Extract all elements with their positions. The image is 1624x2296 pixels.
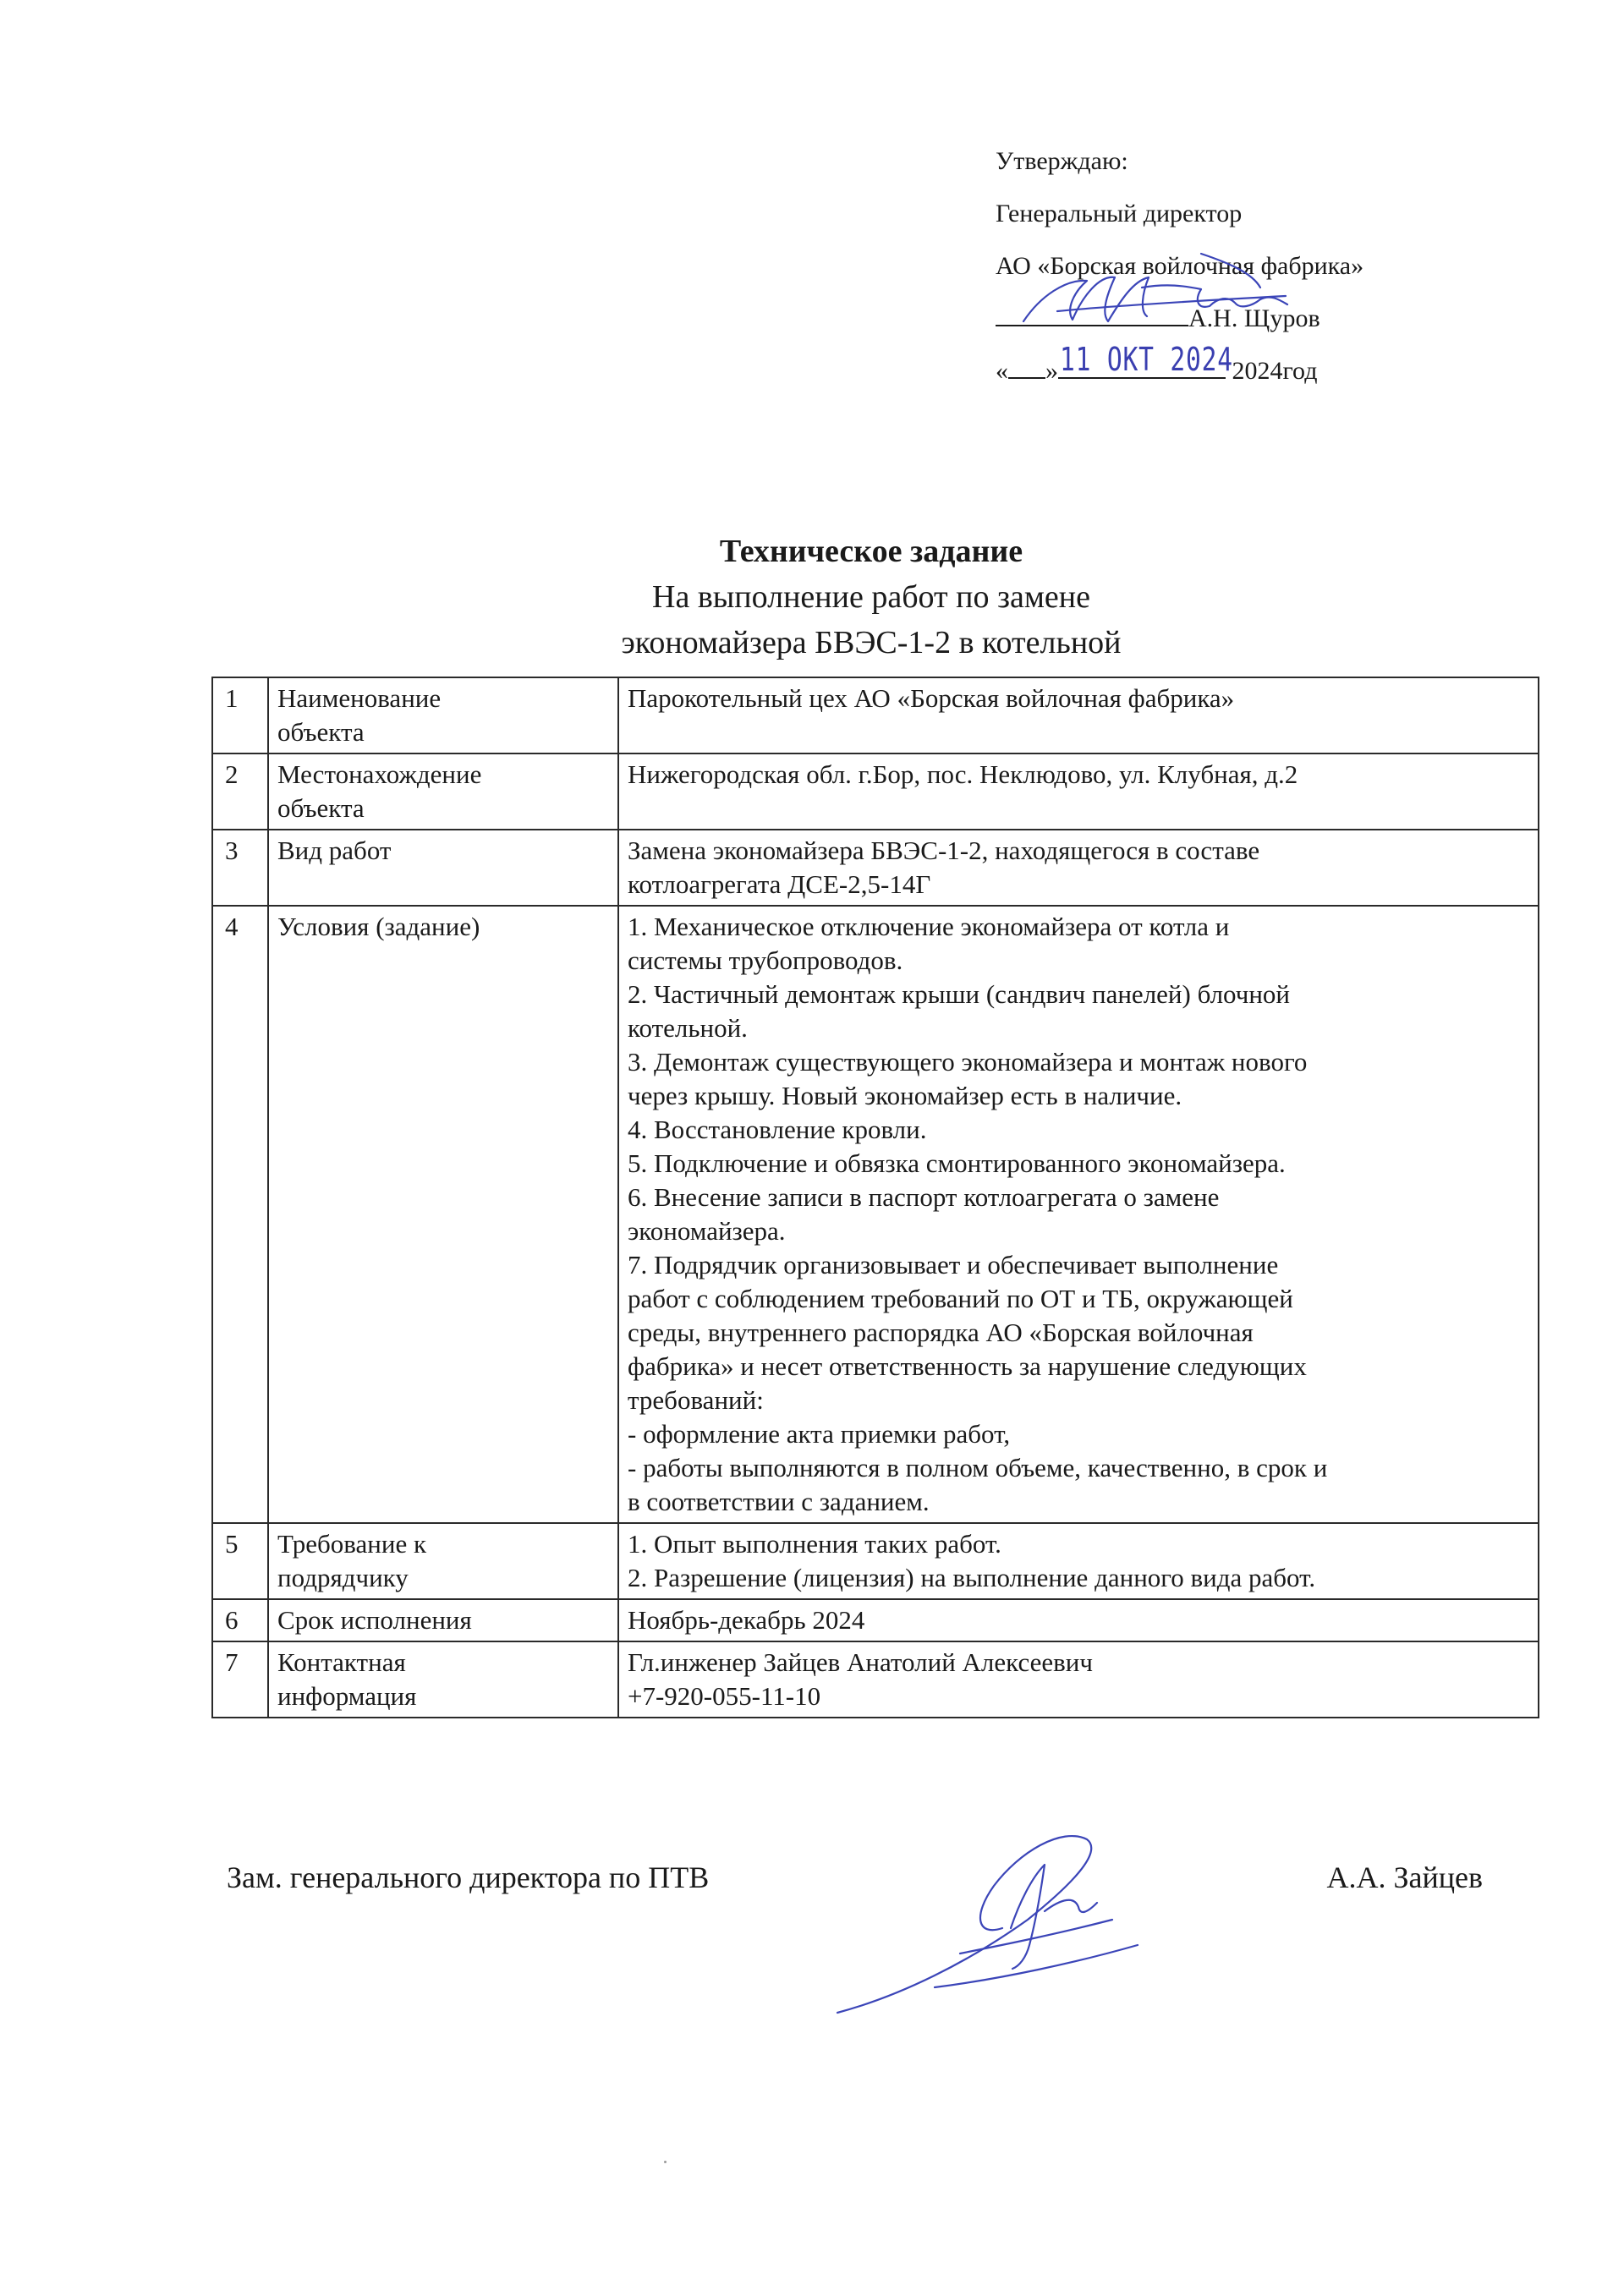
- field-value-line: 2. Разрешение (лицензия) на выполнение данного вида работ.: [628, 1563, 1316, 1592]
- row-field-name: [268, 906, 618, 1523]
- field-value-line: среды, внутреннего распорядка АО «Борская войлочная: [628, 1318, 1254, 1347]
- field-value-line: - оформление акта приемки работ,: [628, 1419, 1011, 1449]
- field-value-line: системы трубопроводов.: [628, 945, 903, 975]
- field-value-line: Замена экономайзера БВЭС-1-2, находящегося в составе: [628, 836, 1260, 865]
- row-field-name: [268, 1523, 618, 1599]
- field-value-line: 5. Подключение и обвязка смонтированного экономайзера.: [628, 1148, 1286, 1178]
- date-day-blank: [1008, 375, 1045, 379]
- document-title: Техническое задание: [719, 534, 1023, 569]
- field-name-line: объекта: [277, 717, 365, 747]
- date-year: 2024год: [1226, 357, 1318, 385]
- field-value-line: Нижегородская обл. г.Бор, пос. Неклюдово, ул. Клубная, д.2: [628, 759, 1298, 789]
- row-number: 3: [212, 830, 268, 906]
- document-subtitle-2: экономайзера БВЭС-1-2 в котельной: [621, 625, 1122, 660]
- date-quote-close: »: [1045, 357, 1058, 385]
- row-field-name: [268, 1599, 618, 1641]
- approval-position: Генеральный директор: [996, 200, 1243, 227]
- director-signature: [1007, 228, 1446, 355]
- row-number: 4: [212, 906, 268, 1523]
- field-value-line: фабрика» и несет ответственность за нарушение следующих: [628, 1351, 1307, 1381]
- field-value-line: 7. Подрядчик организовывает и обеспечивает выполнение: [628, 1250, 1279, 1280]
- row-number: 2: [212, 753, 268, 830]
- document-title-block: [0, 529, 1624, 666]
- field-name-line: Наименование: [277, 683, 442, 713]
- table-row: [212, 753, 1539, 830]
- field-value-line: работ с соблюдением требований по ОТ и ТБ, окружающей: [628, 1284, 1293, 1313]
- field-value-line: - работы выполняются в полном объеме, качественно, в срок и: [628, 1453, 1328, 1482]
- approval-heading: Утверждаю:: [996, 147, 1128, 175]
- field-name-line: информация: [277, 1681, 417, 1711]
- field-name-line: Вид работ: [277, 836, 392, 865]
- field-name-line: Контактная: [277, 1647, 406, 1677]
- field-value-line: 3. Демонтаж существующего экономайзера и монтаж нового: [628, 1047, 1308, 1077]
- field-value-line: в соответствии с заданием.: [628, 1487, 930, 1516]
- spec-table-body: [212, 677, 1539, 1718]
- table-row: [212, 1599, 1539, 1641]
- field-value-line: Гл.инженер Зайцев Анатолий Алексеевич: [628, 1647, 1093, 1677]
- row-number: 1: [212, 677, 268, 753]
- field-value-line: Парокотельный цех АО «Борская войлочная фабрика»: [628, 683, 1235, 713]
- field-value-line: 2. Частичный демонтаж крыши (сандвич панелей) блочной: [628, 979, 1291, 1009]
- row-number: 7: [212, 1641, 268, 1718]
- row-field-name: [268, 830, 618, 906]
- row-number: 5: [212, 1523, 268, 1599]
- table-row: [212, 906, 1539, 1523]
- date-quote-open: «: [996, 357, 1008, 385]
- row-field-name: [268, 677, 618, 753]
- document-subtitle-1: На выполнение работ по замене: [652, 579, 1090, 615]
- deputy-signature: [833, 1818, 1231, 2030]
- field-value-line: котельной.: [628, 1013, 748, 1043]
- field-value-line: +7-920-055-11-10: [628, 1681, 821, 1711]
- row-field-value: [618, 830, 1539, 906]
- field-value-line: Ноябрь-декабрь 2024: [628, 1605, 865, 1635]
- row-field-value: [618, 753, 1539, 830]
- table-row: [212, 677, 1539, 753]
- field-name-line: подрядчику: [277, 1563, 409, 1592]
- field-value-line: 6. Внесение записи в паспорт котлоагрегата о замене: [628, 1182, 1220, 1212]
- row-field-value: [618, 1599, 1539, 1641]
- row-number: 6: [212, 1599, 268, 1641]
- row-field-name: [268, 1641, 618, 1718]
- field-value-line: через крышу. Новый экономайзер есть в наличие.: [628, 1081, 1182, 1110]
- scan-speck: [664, 2161, 667, 2163]
- field-name-line: объекта: [277, 793, 365, 823]
- row-field-name: [268, 753, 618, 830]
- row-field-value: [618, 1641, 1539, 1718]
- field-value-line: 4. Восстановление кровли.: [628, 1115, 927, 1144]
- date-stamp-text: 11 ОКТ 2024: [1060, 341, 1233, 378]
- approval-signer: А.Н. Щуров: [1188, 304, 1320, 332]
- row-field-value: [618, 677, 1539, 753]
- field-value-line: экономайзера.: [628, 1216, 786, 1246]
- date-stamp: [1058, 341, 1233, 379]
- approval-company: АО «Борская войлочная фабрика»: [996, 252, 1364, 280]
- field-name-line: Условия (задание): [277, 912, 480, 941]
- row-field-value: [618, 1523, 1539, 1599]
- table-row: [212, 1523, 1539, 1599]
- field-value-line: требований:: [628, 1385, 764, 1415]
- spec-table: [211, 677, 1539, 1718]
- footer-role: Зам. генерального директора по ПТВ: [227, 1860, 710, 1894]
- field-value-line: 1. Опыт выполнения таких работ.: [628, 1529, 1001, 1559]
- table-row: [212, 830, 1539, 906]
- row-field-value: [618, 906, 1539, 1523]
- field-name-line: Местонахождение: [277, 759, 482, 789]
- field-value-line: котлоагрегата ДСЕ-2,5-14Г: [628, 869, 931, 899]
- field-value-line: 1. Механическое отключение экономайзера от котла и: [628, 912, 1230, 941]
- field-name-line: Требование к: [277, 1529, 427, 1559]
- table-row: [212, 1641, 1539, 1718]
- field-name-line: Срок исполнения: [277, 1605, 472, 1635]
- footer-name: А.А. Зайцев: [1326, 1860, 1483, 1894]
